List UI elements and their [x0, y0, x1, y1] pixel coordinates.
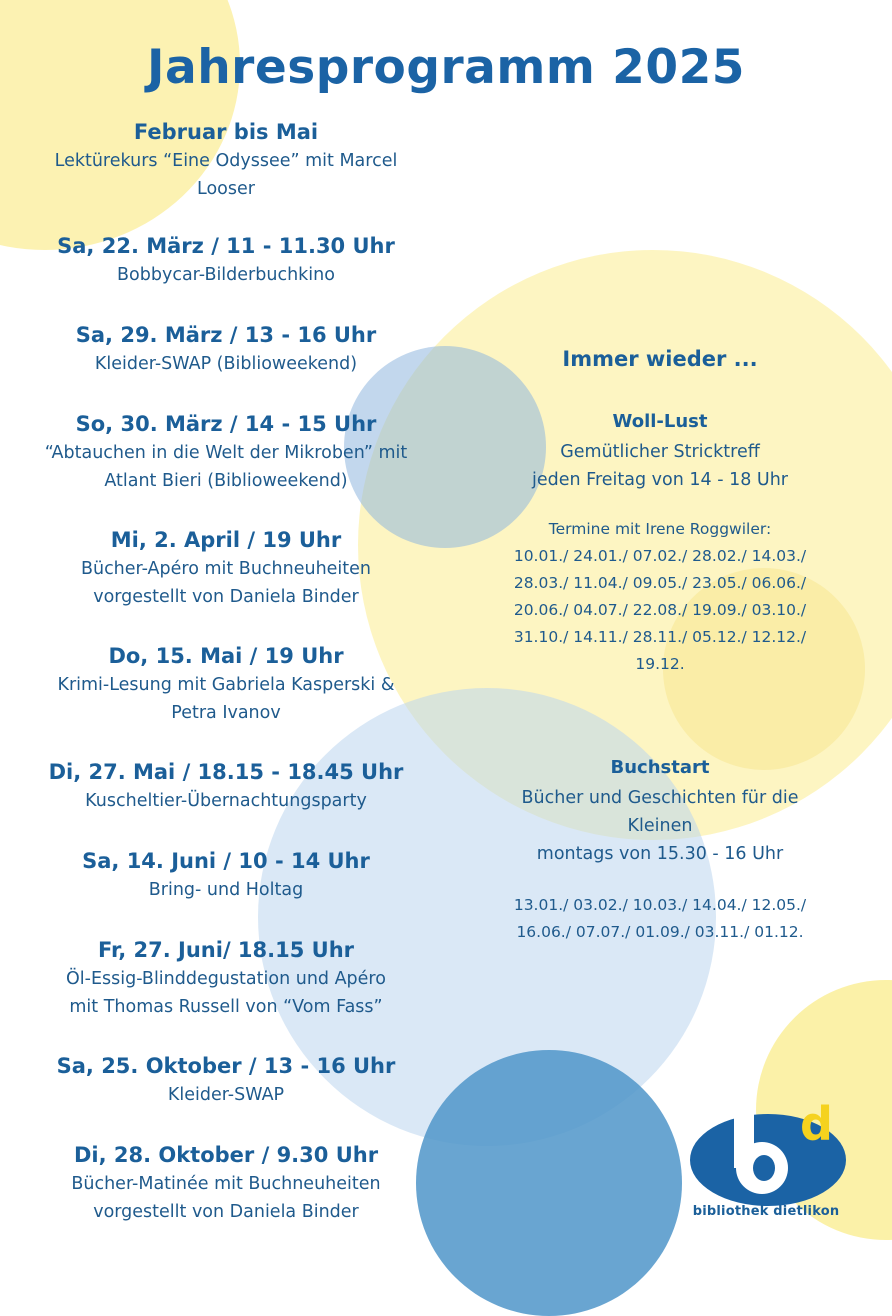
- library-logo: [688, 1082, 848, 1222]
- woll-lust-dates-label: Termine mit Irene Roggwiler:: [548, 520, 772, 538]
- woll-lust-title: Woll-Lust: [612, 411, 708, 432]
- event-desc-line: mit Thomas Russell von “Vom Fass”: [69, 997, 383, 1017]
- event-desc-line: vorgestellt von Daniela Binder: [93, 1202, 359, 1222]
- event-item: [20, 525, 432, 611]
- event-item: [20, 641, 432, 727]
- buchstart-line: Bücher und Geschichten für die: [521, 788, 799, 808]
- event-desc-line: Krimi-Lesung mit Gabriela Kasperski &: [57, 675, 395, 695]
- logo-caption: bibliothek dietlikon: [692, 1204, 840, 1219]
- event-date: Sa, 14. Juni / 10 - 14 Uhr: [82, 849, 370, 873]
- recurring-heading: Immer wieder ...: [562, 347, 758, 371]
- event-desc-line: Kleider-SWAP (Biblioweekend): [94, 354, 358, 374]
- recurring-section: [470, 344, 850, 374]
- event-list: [20, 117, 432, 1226]
- event-item: [20, 1051, 432, 1109]
- event-desc-line: Öl-Essig-Blinddegustation und Apéro: [66, 969, 386, 989]
- event-item: [20, 117, 432, 203]
- event-desc-line: “Abtauchen in die Welt der Mikroben” mit: [44, 443, 408, 463]
- woll-lust-dates-line: 28.03./ 11.04./ 09.05./ 23.05./ 06.06./: [513, 574, 807, 592]
- event-date: So, 30. März / 14 - 15 Uhr: [75, 412, 377, 436]
- event-desc-line: Looser: [197, 179, 255, 199]
- page-title: Jahresprogramm 2025: [147, 40, 745, 95]
- event-date: Do, 15. Mai / 19 Uhr: [108, 644, 344, 668]
- woll-lust-line: Gemütlicher Stricktreff: [560, 442, 760, 462]
- bg-circle-blue-dark: [416, 1050, 682, 1316]
- event-date: Mi, 2. April / 19 Uhr: [110, 528, 342, 552]
- event-date: Fr, 27. Juni/ 18.15 Uhr: [97, 938, 355, 962]
- event-desc-line: Atlant Bieri (Biblioweekend): [104, 471, 348, 491]
- event-desc-line: Kleider-SWAP: [167, 1085, 285, 1105]
- event-desc-line: Bring- und Holtag: [148, 880, 304, 900]
- event-date: Februar bis Mai: [133, 120, 319, 144]
- event-desc-line: Bobbycar-Bilderbuchkino: [117, 265, 335, 285]
- buchstart-line: Kleinen: [627, 816, 693, 836]
- event-desc-line: vorgestellt von Daniela Binder: [93, 587, 359, 607]
- event-item: [20, 1140, 432, 1226]
- event-item: [20, 409, 432, 495]
- woll-lust-dates-line: 10.01./ 24.01./ 07.02./ 28.02./ 14.03./: [513, 547, 807, 565]
- woll-lust-dates-line: 31.10./ 14.11./ 28.11./ 05.12./ 12.12./: [513, 628, 807, 646]
- event-desc-line: Kuscheltier-Übernachtungsparty: [85, 791, 367, 811]
- buchstart-block: [470, 754, 850, 946]
- buchstart-line: montags von 15.30 - 16 Uhr: [536, 844, 784, 864]
- woll-lust-dates-line: 20.06./ 04.07./ 22.08./ 19.09./ 03.10./: [513, 601, 807, 619]
- event-date: Di, 28. Oktober / 9.30 Uhr: [73, 1143, 379, 1167]
- logo-b-counter: [753, 1155, 775, 1181]
- event-desc-line: Bücher-Matinée mit Buchneuheiten: [71, 1174, 381, 1194]
- event-item: [20, 935, 432, 1021]
- logo-d-letter: d: [800, 1097, 833, 1151]
- event-desc-line: Lektürekurs “Eine Odyssee” mit Marcel: [54, 151, 398, 171]
- event-desc-line: Petra Ivanov: [171, 703, 281, 723]
- event-item: [20, 320, 432, 378]
- buchstart-title: Buchstart: [610, 757, 710, 778]
- event-date: Sa, 22. März / 11 - 11.30 Uhr: [57, 234, 395, 258]
- event-date: Sa, 25. Oktober / 13 - 16 Uhr: [56, 1054, 396, 1078]
- event-date: Sa, 29. März / 13 - 16 Uhr: [75, 323, 377, 347]
- event-item: [20, 757, 432, 815]
- event-item: [20, 231, 432, 289]
- buchstart-dates-line: 13.01./ 03.02./ 10.03./ 14.04./ 12.05./: [513, 896, 807, 914]
- event-date: Di, 27. Mai / 18.15 - 18.45 Uhr: [48, 760, 404, 784]
- event-item: [20, 846, 432, 904]
- buchstart-dates-line: 16.06./ 07.07./ 01.09./ 03.11./ 01.12.: [516, 923, 804, 941]
- event-desc-line: Bücher-Apéro mit Buchneuheiten: [80, 559, 372, 579]
- woll-lust-line: jeden Freitag von 14 - 18 Uhr: [532, 470, 788, 490]
- woll-lust-block: [470, 408, 850, 678]
- woll-lust-dates-line: 19.12.: [635, 655, 685, 673]
